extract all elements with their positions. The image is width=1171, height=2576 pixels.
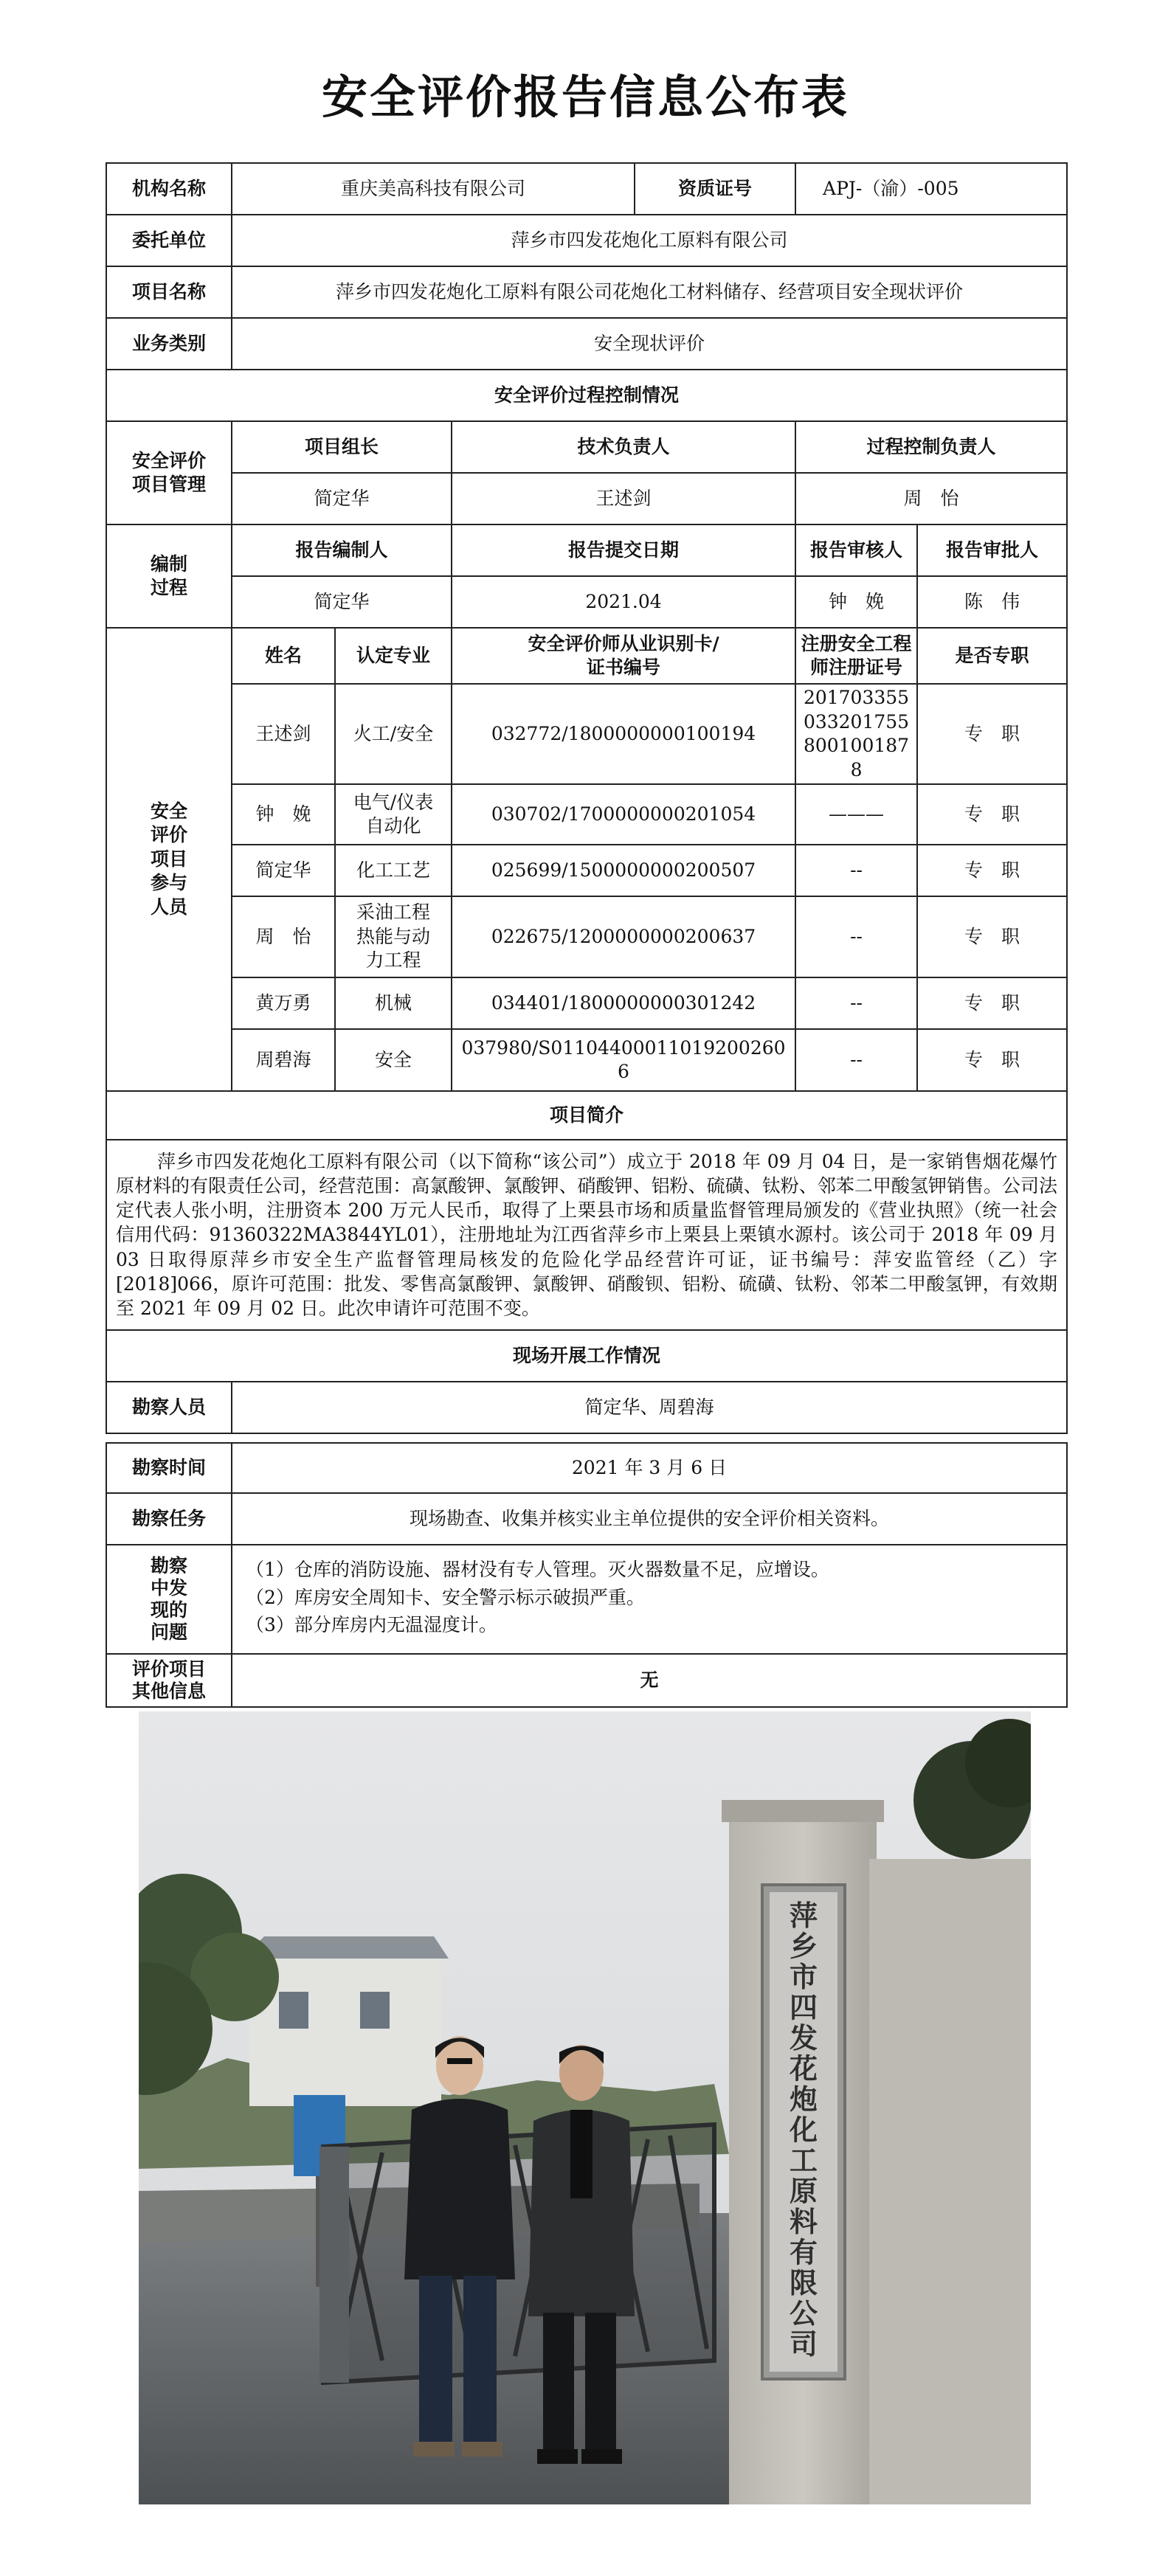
staff-card: 032772/1800000000100194	[452, 684, 795, 784]
staff-card: 037980/S011044000110192002606	[452, 1029, 795, 1091]
survey-time-value: 2021 年 3 月 6 日	[232, 1443, 1067, 1493]
table-row	[106, 896, 1067, 977]
mgmt-tech: 王述剑	[452, 473, 795, 524]
mgmt-label: 安全评价 项目管理	[106, 421, 232, 524]
staff-label: 安全 评价 项目 参与 人员	[106, 628, 232, 1091]
staff-header-name: 姓名	[232, 628, 335, 684]
staff-reg: ———	[795, 784, 917, 845]
staff-major: 安全	[335, 1029, 452, 1091]
list-item: （1）仓库的消防设施、器材没有专人管理。灭火器数量不足，应增设。	[246, 1559, 829, 1580]
compile-header-approver: 报告审批人	[917, 524, 1067, 576]
gate-sign-text	[789, 1899, 818, 2361]
staff-fulltime: 专 职	[917, 784, 1067, 845]
gate-sign-char: 工	[789, 2144, 818, 2177]
client-label: 委托单位	[106, 215, 232, 266]
compile-header-author: 报告编制人	[232, 524, 452, 576]
surveyors-value: 简定华、周碧海	[232, 1382, 1067, 1433]
staff-name: 王述剑	[232, 684, 335, 784]
staff-reg: 2017033550332017558001001878	[795, 684, 917, 784]
site-heading: 现场开展工作情况	[106, 1330, 1067, 1382]
staff-reg: --	[795, 1029, 917, 1091]
gate-sign-char: 四	[789, 1990, 818, 2024]
mgmt-header-control: 过程控制负责人	[795, 421, 1067, 473]
staff-name: 钟 娩	[232, 784, 335, 845]
staff-reg: --	[795, 845, 917, 896]
staff-major: 化工工艺	[335, 845, 452, 896]
compile-header-date: 报告提交日期	[452, 524, 795, 576]
survey-time-label: 勘察时间	[106, 1443, 232, 1493]
gate-sign-char: 有	[789, 2235, 818, 2269]
gate-sign-char: 炮	[789, 2082, 818, 2116]
project-value: 萍乡市四发花炮化工原料有限公司花炮化工材料储存、经营项目安全现状评价	[232, 266, 1067, 318]
table-row	[106, 977, 1067, 1029]
staff-header-major: 认定专业	[335, 628, 452, 684]
gate-sign-char: 司	[789, 2327, 818, 2361]
survey-task-value: 现场勘查、收集并核实业主单位提供的安全评价相关资料。	[232, 1493, 1067, 1545]
table-row	[106, 784, 1067, 845]
gate-sign-char: 萍	[789, 1899, 818, 1932]
sliding-gate	[323, 2125, 714, 2383]
cert-label: 资质证号	[635, 163, 795, 215]
staff-major: 电气/仪表 自动化	[335, 784, 452, 845]
staff-fulltime: 专 职	[917, 896, 1067, 977]
survey-table	[106, 1442, 1068, 1708]
staff-name: 周 怡	[232, 896, 335, 977]
intro-text: 萍乡市四发花炮化工原料有限公司（以下简称“该公司”）成立于 2018 年 09 月 04 日，是一家销售烟花爆竹原材料的有限责任公司，经营范围：高氯酸钾、氯酸钾、硝酸钾、铝粉、硫磺、钛粉、邻苯二甲酸氢钾销售。公司法定代表人张小明，注册资本 200 万元人民币，取得了上栗县市场和质量监督管理局颁发的《营业执照》（统一社会信用代码：91360322MA3844YL01），注册地址为江西省萍乡市上栗县上栗镇水源村。该公司于 2018 年 09 月 03 日取得原萍乡市安全生产监督管理局核发的危险化学品经营许可证，证书编号：萍安监管经（乙）字[2018]066，原许可范围：批发、零售高氯酸钾、氯酸钾、硝酸钡、铝粉、硫磺、钛粉、邻苯二甲酸氢钾，有效期至 2021 年 09 月 02 日。此次申请许可范围不变。	[106, 1140, 1067, 1330]
page-title: 安全评价报告信息公布表	[321, 70, 849, 124]
staff-major: 火工/安全	[335, 684, 452, 784]
project-label: 项目名称	[106, 266, 232, 318]
gate-sign-char: 发	[789, 2021, 818, 2054]
staff-fulltime: 专 职	[917, 977, 1067, 1029]
compile-label: 编制 过程	[106, 524, 232, 628]
org-name-label: 机构名称	[106, 163, 232, 215]
staff-card: 034401/1800000000301242	[452, 977, 795, 1029]
staff-header-reg: 注册安全工程 师注册证号	[795, 628, 917, 684]
staff-name: 周碧海	[232, 1029, 335, 1091]
gate-sign-char: 乡	[789, 1929, 818, 1963]
gate-sign-char: 公	[789, 2296, 818, 2330]
gate-sign-char: 原	[789, 2174, 818, 2208]
compile-date: 2021.04	[452, 576, 795, 628]
mgmt-control: 周 怡	[795, 473, 1067, 524]
table-row	[106, 684, 1067, 784]
issues-label: 勘察 中发 现的 问题	[106, 1545, 232, 1654]
compile-approver: 陈 伟	[917, 576, 1067, 628]
staff-card: 022675/1200000000200637	[452, 896, 795, 977]
table-row	[106, 845, 1067, 896]
client-value: 萍乡市四发花炮化工原料有限公司	[232, 215, 1067, 266]
cert-number: APJ-（渝）-005	[795, 163, 1067, 215]
staff-name: 黄万勇	[232, 977, 335, 1029]
org-name: 重庆美高科技有限公司	[232, 163, 635, 215]
compile-reviewer: 钟 娩	[795, 576, 917, 628]
gate-sign-char: 化	[789, 2113, 818, 2147]
site-photo	[139, 1711, 1031, 2504]
staff-card: 030702/1700000000201054	[452, 784, 795, 845]
mgmt-leader: 简定华	[232, 473, 452, 524]
staff-fulltime: 专 职	[917, 845, 1067, 896]
business-value: 安全现状评价	[232, 318, 1067, 370]
intro-heading: 项目简介	[106, 1091, 1067, 1140]
compile-author: 简定华	[232, 576, 452, 628]
staff-name: 简定华	[232, 845, 335, 896]
list-item: （3）部分库房内无温湿度计。	[246, 1614, 497, 1635]
other-label: 评价项目 其他信息	[106, 1654, 232, 1707]
gate-sign-char: 料	[789, 2205, 818, 2238]
survey-task-label: 勘察任务	[106, 1493, 232, 1545]
list-item: （2）库房安全周知卡、安全警示标示破损严重。	[246, 1586, 645, 1608]
mgmt-header-leader: 项目组长	[232, 421, 452, 473]
business-label: 业务类别	[106, 318, 232, 370]
other-value: 无	[232, 1654, 1067, 1707]
process-heading: 安全评价过程控制情况	[106, 370, 1067, 421]
staff-fulltime: 专 职	[917, 1029, 1067, 1091]
staff-header-card: 安全评价师从业识别卡/ 证书编号	[452, 628, 795, 684]
staff-header-fulltime: 是否专职	[917, 628, 1067, 684]
staff-major: 机械	[335, 977, 452, 1029]
table-row	[106, 1029, 1067, 1091]
info-table	[106, 162, 1068, 1434]
surveyors-label: 勘察人员	[106, 1382, 232, 1433]
staff-major: 采油工程 热能与动 力工程	[335, 896, 452, 977]
mgmt-header-tech: 技术负责人	[452, 421, 795, 473]
gate-sign-char: 限	[789, 2266, 818, 2299]
staff-fulltime: 专 职	[917, 684, 1067, 784]
gate-sign-char: 花	[789, 2052, 818, 2085]
gate-sign-char: 市	[789, 1960, 818, 1993]
compile-header-reviewer: 报告审核人	[795, 524, 917, 576]
staff-card: 025699/1500000000200507	[452, 845, 795, 896]
staff-reg: --	[795, 896, 917, 977]
staff-reg: --	[795, 977, 917, 1029]
issues-list	[232, 1545, 1067, 1654]
